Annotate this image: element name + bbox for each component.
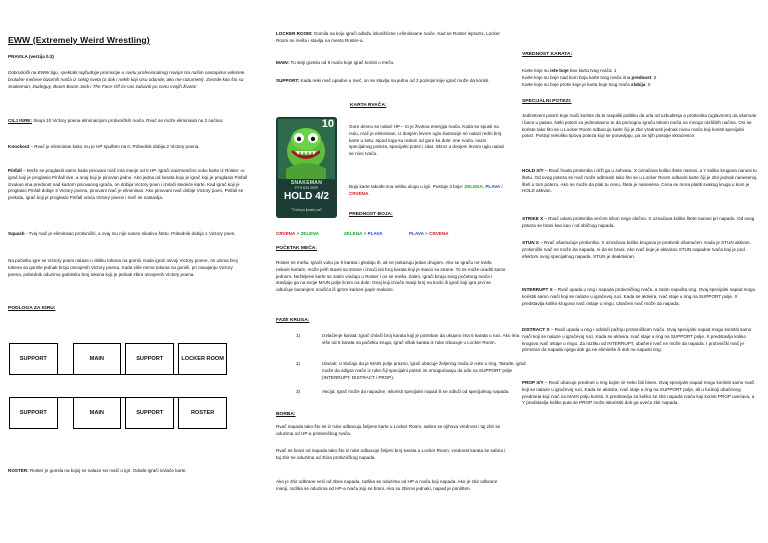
pinfall-label: Pinfall <box>8 168 22 173</box>
support-text: Kada neki rvač upadne u meč, on se stavlja na jednu od 2 pozicije koje igrač može da koristi. <box>299 78 490 83</box>
special-name: STRIKE X <box>522 216 544 221</box>
board-gap <box>57 397 73 428</box>
special-text: – Rvač upada u ring i napada protivničkog rvača, a zatim napušta ring. Ovaj specijalni napad mogu koristiti samo rvači koji se nalaze u igračevoj ruci. Kada se aktivira, rvač staje u ring na SUPPORT polje. X predstavlja koliko krugova rvač ostaje u ringu. Ubačeni rvač može da napada. <box>522 287 756 306</box>
fight-paragraph-1: Rvač napada tako što se iz ruke odbacuju željene karte u Locker Room, sabira se njihova vrednost i taj zbir se oduzima od HP-a protivničkog rvača. <box>276 424 501 436</box>
priority-3-a: PLAVA <box>409 231 424 236</box>
snake-illustration-icon <box>276 117 337 218</box>
locker-room-label: LOCKER ROOM: <box>276 31 313 36</box>
locker-room-paragraph <box>276 31 506 45</box>
board-heading: PODLOGA ZA IGRU: <box>8 306 56 311</box>
color-red: CRVENA <box>349 190 369 196</box>
goal-text: Skupi 10 Victory poena eliminacijom protivničkih rvača. Rvač se može eliminisati na 3 načina: <box>32 118 224 123</box>
special-heading: SPECIJALNI POTEZI: <box>522 99 572 104</box>
value-post: kao karta tvog rvača: 1 <box>568 68 617 73</box>
special-text: – Rvač ubacuje predmet u ring kojim će neko biti biven. Ovaj specijalni napad mogu koristiti samo rvači koji se nalaze u igračevoj ruci. Kada se aktivira, rvač staje u ring na SUPPORT polje, ali u funkciji ubačenog predmeta koji rvač na MAIN polju koristi. X predstavlja za koliko se zbir napada rvača koji koristi PROP uvećava, a Y predstavlja koliko puta se PROP može iskoristiti dok ga uveća zbir napada. <box>522 380 755 406</box>
phase-number: 1) <box>296 333 301 338</box>
special-distract <box>522 327 757 354</box>
phase-text: Akcija: Igrač može da napadne, iskoristi specijalni napad ili se odluči od specijalnog napada. <box>322 389 510 394</box>
value-item <box>522 75 757 82</box>
knockout-paragraph <box>8 144 248 151</box>
special-strike <box>522 216 757 230</box>
special-text: – Rvač hvata protivnika i drži ga u zahvatu. X označava koliko štete nanosi, a Y koliko krugova nanosi tu štetu. Od ovog poteza se rvač može odbraniti tako što se u Locker Room odbaciti karte čiji je zbir jednak nanesenoj šteti u tom potezu. Ako ne može da plati tu cenu, šteta je nanesena. Cena se mora platiti svakog kruga u kom je HOLD aktivan. <box>522 168 757 194</box>
value-pre: Karte koje su <box>522 68 551 73</box>
phase-number: 2) <box>296 361 301 366</box>
value-bold: slabija <box>631 81 646 87</box>
card-hp: 10 <box>321 118 334 130</box>
value-post: : 2 <box>651 74 657 80</box>
fight-paragraph-2: Rvač se brani od napada tako što iz ruke odbacuje željeni broj karata u Locker Room, vrednost karata se sabira i taj zbir se oduzima od zbira protivničkog napada. <box>276 448 506 460</box>
value-pre: Karte koje su boje nad kom boja karte tvog rvača ima <box>522 74 632 80</box>
roster-label: ROSTER: <box>8 468 29 473</box>
special-name: DISTRACT X <box>522 327 550 332</box>
roster-paragraph <box>8 468 248 475</box>
card-colors-paragraph: Boja karte takođe ima veliku ulogu u igri. Postoje 3 boje: ZELENA, PLAVA i CRVENA. <box>349 184 503 196</box>
priority-2-a: ZELENA <box>344 231 363 236</box>
board-gap-row <box>10 375 227 398</box>
value-bold: iste boje <box>550 68 569 73</box>
priority-heading: PREDNOST BOJA: <box>349 212 393 217</box>
game-board <box>9 343 227 429</box>
special-text: – Rvač udara protivnika većom silom nego obično. X označava koliko štete nanosi pri napadu. Od ovog poteza se brani kao kao i od običnog napada. <box>522 216 755 228</box>
special-hold <box>522 168 757 195</box>
value-post: : 0 <box>645 81 651 87</box>
support-paragraph <box>276 78 506 85</box>
main-paragraph <box>276 60 506 67</box>
priority-1-b: ZELENA <box>300 231 319 236</box>
special-name: HOLD X/Y <box>522 168 544 173</box>
value-item <box>522 68 757 75</box>
fight-paragraph-3: Ako je zbir odbrane veći od zbira napada, razlika se oduzima od HP-a rvača koji napada. Ako je zbir odbrane manji, razlika se oduzima od HP-a rvača koji se brani. Ako su zbirovi jednaki, napad je poništen. <box>276 479 498 491</box>
phase-text: Izvlačenje karata: Igrač izvlači broj karata koji je potreban da ukupno ima 5 karata u ruci. Ako ima više od 5 karata na početku kruga, igrač višak karata iz ruke izbacuje u Locker Room. <box>322 333 520 345</box>
pinfall-text: – Može se proglasiti samo kada pinovani rvač ima manje od 5 HP. Igrači naizmenično vuku karte iz Roster -a: igrač koji je proglasio Pinfall dve, a onaj koji je pinovan jednu. Ako jedna od karata koju je igrač koji je proglasio Pinfall izvukao ima prednost nad kartom pinovanog igrača, on dobija Victory poen i izvlači sledeće karte. Kad igrač koji je proglasio Pinfall dobije 3 Victory poena, pinovani rvač je eliminisan. Ako pinovani rvač dobije Victory poen, Pinfall se prekida, igrač koji je proglasio Pinfall vraća Victory poene i meč se nastavlja. <box>8 168 248 201</box>
card-description: Gore desno se nalazi HP – to je životna energija rvača. Kada se spusti na nulu, rvač je eliminisan. U donjem levom uglu ilustracije se nalazi redni broj karte u setu. Ispod toga su redom od gore ka dole: ime rvača, naziv specijalnog poteza, specijalni potez i citat. Skroz u donjem levom uglu nalazi se nivo rvača. <box>349 124 505 157</box>
value-bold: prednost <box>631 74 652 80</box>
color-green: ZELENA <box>464 184 483 189</box>
special-interrupt <box>522 287 757 307</box>
page-title: EWW (Extremely Weird Wrestling) <box>8 35 150 45</box>
start-heading: POČETAK MEČA: <box>276 246 317 251</box>
special-name: STUN X <box>522 240 539 245</box>
squash-text: - Tvoj rvač je eliminisao protivnički, a ovaj mu nije naneo nikakvu štetu. Pobednik dobija 1 Victory poen. <box>24 231 236 236</box>
intro-paragraph: Dobrodošli na EWW ligu, spektakl najčudnije promocije u svetu profesionalnog rvanja! Na našim nastupima videćete brutalne mečeve bizarnih rvača iz celog sveta (a dak i nekih koji nisu odande, ako me razumete). Zvezde kao što su Snakeman, Dudeguy, Boom Boom Jack i The Face-Off će vas zabaviti po cenu svojih života! <box>8 70 245 89</box>
value-pre: Karte koje su boje protiv koje je karta boje tvog rvača <box>522 81 632 87</box>
board-cell-support-3: SUPPORT <box>10 397 58 428</box>
card-heading: KARTA RVAČA: <box>350 103 387 108</box>
values-heading: VREDNOST KARATA: <box>522 52 573 57</box>
support-label: SUPPORT: <box>276 78 300 83</box>
start-paragraph: Roster se meša. Igrači vuku po 5 karata i gledaju ih, ali ne pokazuju jedan drugom. Ako se igraču ne sviđa neka/e karta/e, može je/ih staviti sa strane i izvući isti broj karata koji je stavio sa strane. To se može uraditi samo jednom. Neželjene karte se zatim vraćaju u Roster i on se meša. Zatim, igrači biraju svog početnog rvača i stavljaju ga na svoje MAIN polje licem na dole. Onaj koji izvuče manji broj na kocki ili igrač koji igra prvi se odlučuje bacanjem novčića ili igrom kamen-papir-makaze. <box>276 260 506 293</box>
fight-heading: BORBA: <box>276 412 296 417</box>
special-prop <box>522 380 757 407</box>
card-name: SNAKEMAN <box>290 180 323 186</box>
special-stun <box>522 240 757 260</box>
phase-number: 3) <box>296 389 301 394</box>
priority-1-a: CRVENA <box>276 231 296 236</box>
priority-2-b: PLAVA <box>367 231 383 236</box>
phase-text: Ulazak: U slučaju da je MAIN polje prazno, igrač ubacuje željenog rvača iz ruke u ring. Takođe, igrač može da odigra rvače iz ruke čiji specijalni potezi im omogućavaju da uđu na SUPPORT polje (INTERRUPT, DISTRACT i PROP). <box>322 361 526 380</box>
main-text: Tu stoji gomila od 5 rvača koje igrač koristi u meču. <box>289 60 395 65</box>
knockout-text: – Rvač je eliminisan kako mu je HP spušten na 0. Pobednik dobija 2 Victory poena. <box>29 144 200 149</box>
priority-item-3: PLAVA > CRVENA <box>409 231 449 236</box>
wrestler-card <box>276 117 337 218</box>
special-intro: Jedinstveni potezi koje rvači koriste da bi raspalili publiku da urla od uzbuđenja a protivnika (uglavnom) da ošamute i bace u pakao. Neki potezi su jednostavno tu da pomognu igraču tokom meča na mnogo različitih načina. Oni se koriste tako što se u Locker Room odbacuju karte čiji je zbir vrednosti jednak nivou rvača koji koristi specijalni potez. Postoji nekoliko tipova poteza koji se ponavljaju, pa za njih postoje skraćenice: <box>522 113 757 139</box>
goal-label: CILJ IGRE: <box>8 118 32 123</box>
special-text: – Rvač upada u ring i odvlači pažnju protivničkom rvaču. Ovaj specijalni napad mogu koristiti samo rvači koji se nalaze u igračevoj ruci. Kada se aktivira, rvač staje u ring na SUPPORT polje. X predstavlja koliko krugova rvač ostaje u ringu. Za razliku od INTERRUPT, ubačeni rvač ne može da napada. I protivnički rvač je primoran da napada njega dok ga ne eliminiše ili dok ne napusti ring. <box>522 327 752 353</box>
goal-paragraph <box>8 118 248 125</box>
value-item <box>522 82 757 89</box>
victory-tokens-paragraph: Na početku igre se Victory poeni nalaze u obliku tokena na gomili. Kada igrač osvoji Victory poene, on uzima broj tokena sa gomile jednak broju osvojenih Victory poena. Kada više nema tokena na gomili, pri osvajanju Victory poena, pobednik oduzima gubitniku broj tokena koji je jednak zbiru osvojenih Victory poena. <box>8 258 238 277</box>
knockout-label: Knockout <box>8 144 30 149</box>
board-cell-main-1: MAIN <box>73 344 121 375</box>
board-cell-support-1: SUPPORT <box>10 344 58 375</box>
color-blue: PLAVA <box>485 184 501 189</box>
squash-paragraph <box>8 231 248 238</box>
squash-label: Squash <box>8 231 25 236</box>
special-text: – Rvač ošamućuje protivnika. X označava koliko krugova je protivnik ošamućen. Kada je STUN aktivan, protivnički rvač ne može da napada, ni da se brani. Ako rvač koje je aktivirao STUN napadne rvača koji je pod efektom ovog specijalnog napada, STUN je deaktiviran. <box>522 240 751 259</box>
card-caption: "Ti ćeš po ljudski, pa!" <box>290 208 323 212</box>
version-label: PRAVILA (verzija 0.3) <box>8 54 54 59</box>
card-move: HOLD 4/2 <box>283 191 329 202</box>
board-cell-main-2: MAIN <box>73 397 121 428</box>
card-colors-intro: Boja karte takođe ima veliku ulogu u igri. Postoje 3 boje: <box>349 184 465 189</box>
priority-item-1: CRVENA > ZELENA <box>276 231 319 236</box>
priority-3-b: CRVENA <box>429 231 449 236</box>
board-cell-support-4: SUPPORT <box>126 397 174 428</box>
main-label: MAIN: <box>276 60 290 65</box>
special-name: INTERRUPT X <box>522 287 553 292</box>
values-list <box>522 68 757 88</box>
board-cell-locker-room: LOCKER ROOM <box>179 344 227 375</box>
board-cell-roster: ROSTER <box>179 397 227 428</box>
pinfall-paragraph <box>8 168 248 202</box>
special-name: PROP X/Y <box>522 380 544 385</box>
locker-room-text: Gomila na koju igrači odlažu iskorišćene i eliminisane rvače. Kad se Roster isprazni, Locker Room se meša i stavlja na mesto Roster-a. <box>276 31 500 43</box>
priority-item-2: ZELENA > PLAVA <box>344 231 383 236</box>
board-cell-support-2: SUPPORT <box>126 344 174 375</box>
phases-heading: FAZE KRUGA: <box>276 318 310 323</box>
board-gap <box>57 344 73 375</box>
card-subtitle: PYTHON GRIP <box>294 186 319 190</box>
roster-text: Roster je gomila na kojoj se nalaze svi rvači u igri. Odatle igrači izvlače karte. <box>28 468 187 473</box>
